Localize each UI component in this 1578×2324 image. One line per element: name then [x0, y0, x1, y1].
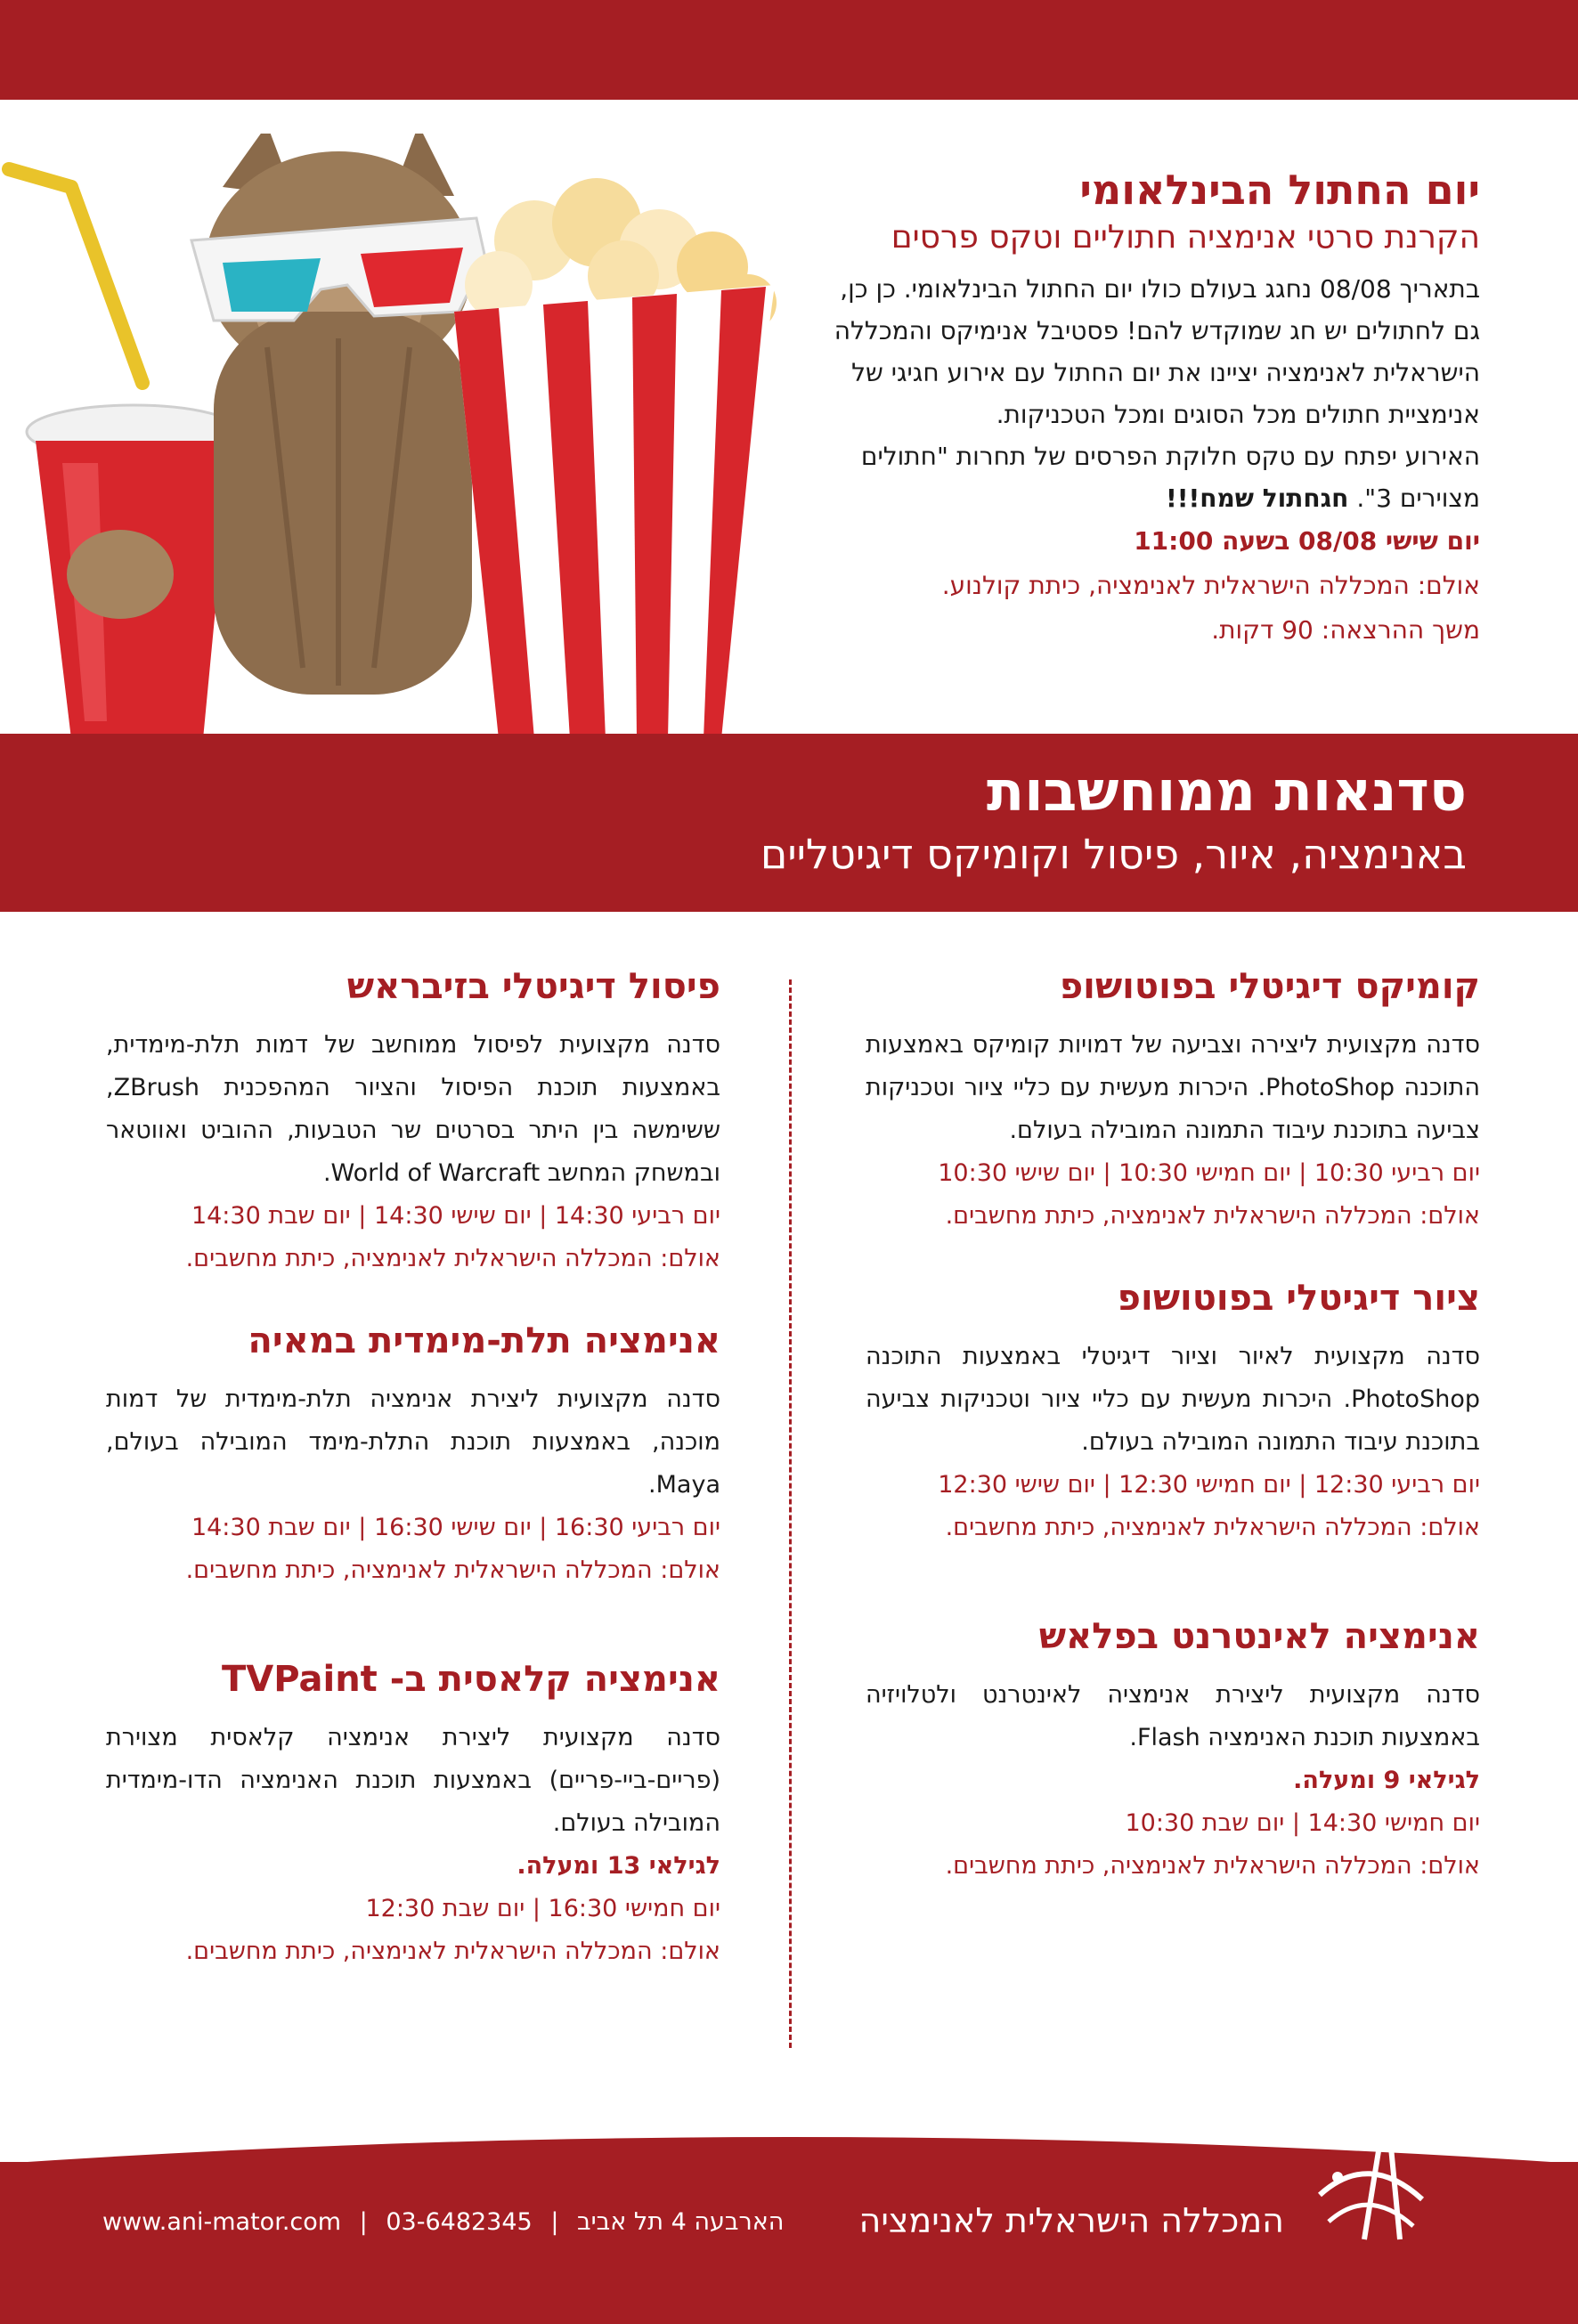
hero-body-line: האירוע יפתח עם טקס חלוקת הפרסים של תחרות "חתולים: [860, 442, 1480, 471]
workshops-right-column: [866, 962, 1480, 1923]
workshop-hall: אולם: המכללה הישראלית לאנימציה, כיתת מחשבים.: [945, 1514, 1480, 1541]
workshop-title: פיסול דיגיטלי בזיבראש: [346, 966, 720, 1007]
workshop-schedule: יום רביעי 16:30 | יום שישי 16:30 | יום שבת 14:30: [191, 1514, 720, 1541]
footer-separator: |: [550, 2208, 559, 2236]
workshop-hall: אולם: המכללה הישראלית לאנימציה, כיתת מחשבים.: [185, 1245, 720, 1272]
workshop-description: סדנה מקצועית ליצירת אנימציה לאינטרנט ולטלויזיה באמצעות תוכנת האנימציה Flash.: [866, 1681, 1480, 1751]
banner-title: סדנאות ממוחשבות: [986, 759, 1467, 824]
hero-subtitle: הקרנת סרטי אנימציה חתוליים וטקס פרסים: [891, 219, 1480, 256]
hero-body-line: גם לחתולים יש חג שמוקדש להם! פסטיבל אנימיקס והמכללה: [834, 316, 1480, 345]
banner-subtitle: באנימציה, איור, פיסול וקומיקס דיגיטליים: [760, 830, 1467, 878]
footer-website[interactable]: www.ani-mator.com: [102, 2208, 342, 2236]
workshop-card: [866, 1273, 1480, 1549]
footer-address: הארבעה 4 תל אביב: [577, 2208, 785, 2236]
workshop-card: [866, 962, 1480, 1238]
hero-body-last-line: [705, 477, 1480, 519]
workshop-schedule: יום חמישי 14:30 | יום שבת 10:30: [1125, 1809, 1480, 1837]
workshop-card: [106, 1654, 720, 1973]
footer-contact: [102, 2208, 784, 2236]
workshop-hall: אולם: המכללה הישראלית לאנימציה, כיתת מחשבים.: [185, 1556, 720, 1584]
workshop-schedule: יום רביעי 10:30 | יום חמישי 10:30 | יום שישי 10:30: [938, 1159, 1480, 1187]
hero-body-line: בתאריך 08/08 נחגג בעולם כולו יום החתול הבינלאומי. כן כן,: [840, 274, 1480, 304]
footer-separator: |: [359, 2208, 368, 2236]
footer-college-name: המכללה הישראלית לאנימציה: [858, 2201, 1284, 2240]
hero-body-last: מצוירים 3".: [1356, 483, 1480, 513]
hero-duration: משך ההרצאה: 90 דקות.: [1211, 615, 1480, 645]
college-logo-icon: [1302, 2097, 1436, 2248]
workshop-card: [106, 1316, 720, 1592]
workshop-description: סדנה מקצועית לפיסול ממוחשב של דמות תלת-מימדית, באמצעות תוכנת הפיסול והציור המהפכנית ZBrush, ששימשה בין היתר בסרטים שר הטבעות, ההוביט ואווטאר ובמשחק המחשב World of Warcraft.: [106, 1031, 720, 1187]
footer-phone: 03-6482345: [386, 2208, 533, 2236]
workshop-description: סדנה מקצועית ליצירת אנימציה תלת-מימדית של דמות מוכנה, באמצעות תוכנת התלת-מימד המובילה בעולם, Maya.: [106, 1385, 720, 1499]
hero-body-line: הישראלית לאנימציה יציינו את יום החתול עם אירוע חגיגי של: [851, 358, 1480, 387]
top-red-band: [0, 0, 1578, 100]
column-divider: [789, 979, 792, 2048]
hero-body-line: אנימציית חתולים מכל הסוגים ומכל הטכניקות.: [996, 400, 1480, 429]
workshop-hall: אולם: המכללה הישראלית לאנימציה, כיתת מחשבים.: [185, 1938, 720, 1965]
hero-body: [705, 268, 1480, 519]
hero-text-block: [705, 165, 1480, 653]
workshop-schedule: יום רביעי 12:30 | יום חמישי 12:30 | יום שישי 12:30: [938, 1471, 1480, 1499]
workshop-title: אנימציה תלת-מימדית במאיה: [248, 1320, 720, 1361]
workshop-description: סדנה מקצועית לאיור וציור דיגיטלי באמצעות התוכנה PhotoShop. היכרות מעשית עם כליי ציור וטכניקות צביעה בתוכנת עיבוד התמונה המובילה בעולם.: [866, 1343, 1480, 1456]
workshop-card: [106, 962, 720, 1280]
straw-icon: [9, 169, 142, 383]
hero-hall: אולם: המכללה הישראלית לאנימציה, כיתת קולנוע.: [941, 571, 1480, 600]
section-banner: [0, 734, 1578, 912]
hero-body-bold: חגחתול שמח!!!: [1165, 483, 1349, 513]
workshop-schedule: יום חמישי 16:30 | יום שבת 12:30: [365, 1895, 720, 1922]
workshop-title: קומיקס דיגיטלי בפוטושופ: [1059, 966, 1480, 1007]
workshop-title: ציור דיגיטלי בפוטושופ: [1117, 1278, 1480, 1319]
cat-popcorn-illustration: [0, 134, 828, 739]
workshop-hall: אולם: המכללה הישראלית לאנימציה, כיתת מחשבים.: [945, 1852, 1480, 1880]
workshop-hall: אולם: המכללה הישראלית לאנימציה, כיתת מחשבים.: [945, 1202, 1480, 1230]
workshop-age: לגילאי 9 ומעלה.: [1293, 1767, 1480, 1794]
hero-title: יום החתול הבינלאומי: [1079, 166, 1480, 214]
workshop-card: [866, 1612, 1480, 1888]
workshops-left-column: [106, 962, 720, 2009]
workshop-title: אנימציה לאינטרנט בפלאש: [1038, 1616, 1480, 1657]
workshop-description: סדנה מקצועית ליצירת אנימציה קלאסית מצוירת (פריים-ביי-פריים) באמצעות תוכנת האנימציה הדו-מימדית המובילה בעולם.: [106, 1724, 720, 1837]
workshop-description: סדנה מקצועית ליצירה וצביעה של דמויות קומיקס באמצעות התוכנה PhotoShop. היכרות מעשית עם כליי ציור וטכניקות צביעה בתוכנת עיבוד התמונה המובילה בעולם.: [866, 1031, 1480, 1144]
workshop-schedule: יום רביעי 14:30 | יום שישי 14:30 | יום שבת 14:30: [191, 1202, 720, 1230]
workshop-age: לגילאי 13 ומעלה.: [517, 1852, 720, 1880]
hero-date: יום שישי 08/08 בשעה 11:00: [1134, 526, 1480, 556]
workshop-title: אנימציה קלאסית ב- TVPaint: [222, 1659, 720, 1700]
